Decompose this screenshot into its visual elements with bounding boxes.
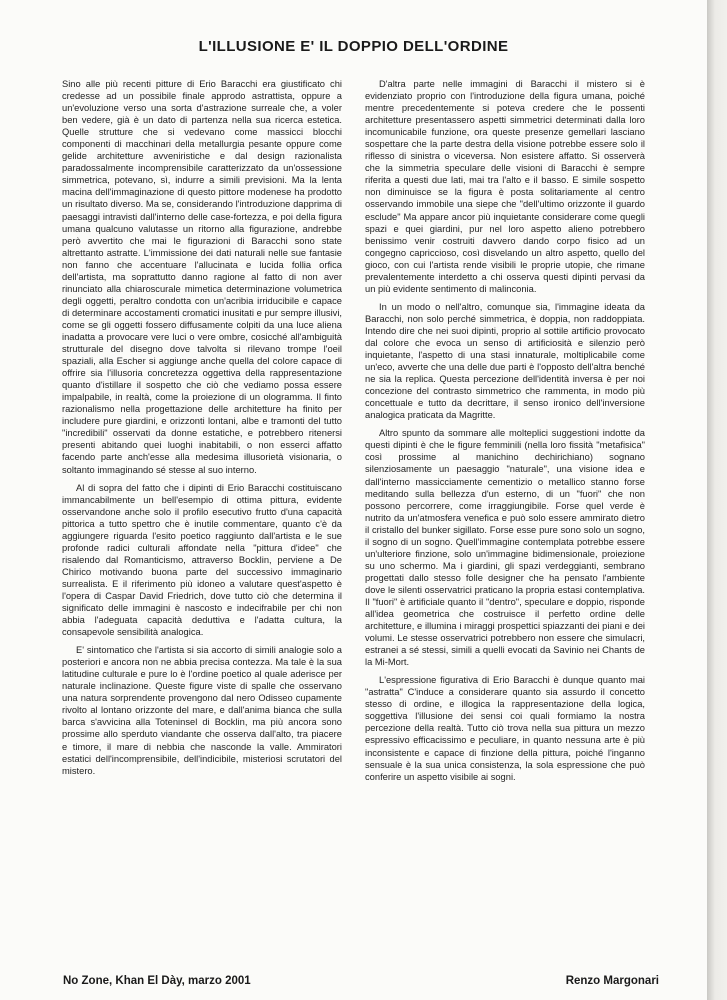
paragraph: E' sintomatico che l'artista si sia accorto di simili analogie solo a posteriori e ancora non ne abbia precisa contezza. Ma tale è la sua latitudine culturale e pure lo è l'ordine poetico al quale aderisce per naturale inclinazione. Queste figure viste di spalle che osservano una natura sorprendente provengono dal nero Odisseo cupamente rivolto al lontano orizzonte del mare, e dall'anima bianca che sulla barca s'avvicina alla Toteninsel di Bocklin, ma più ancora sono prossime allo sperduto viandante che osserva dall'alto, tra piacere e timore, il mare di nebbia che nasconde la valle. Ammiratori estatici dell'incomprensibile, dell'indicibile, misteriosi scrutatori del mistero. <box>62 645 342 776</box>
article-title: L'ILLUSIONE E' IL DOPPIO DELL'ORDINE <box>198 38 509 55</box>
left-column <box>62 78 342 777</box>
right-column <box>365 78 645 783</box>
author-name: Renzo Margonari <box>565 975 659 987</box>
paragraph: In un modo o nell'altro, comunque sia, l'immagine ideata da Baracchi, non solo perché simmetrica, è doppia, non raddoppiata. Intendo dire che nei suoi dipinti, proprio al sottile artificio provocato dal colore che evoca un senso di artificiosità e silenzio però inquietante, l'aspetto di una stasi innaturale, moltiplicabile come un'eco, avverte che una delle due parti è l'opposto dell'altra benché ne sia la replica. Questa percezione dell'identità inversa è per noi concezione del contrasto simmetrico che rammenta, in modo più concettuale e tutto da decrittare, il senso ironico dell'inversione analogica praticata da Magritte. <box>365 301 645 421</box>
paragraph: Sino alle più recenti pitture di Erio Baracchi era giustificato chi credesse ad un possibile finale approdo astrattista, oppure a un'evoluzione verso una sorta d'astrazione surreale che, a voler ben vedere, già è un dato di partenza nella sua ricerca estetica. Quelle strutture che si vedevano come massicci blocchi componenti di macchinari della metallurgia pesante oppure come gelide architetture avveniristiche e dal design razionalista paradossalmente incomprensibile caratterizzato da un'ossessione simmetrica, potevano, sì, indurre a simili previsioni. Ma la lenta macina dell'immaginazione di questo pittore modenese ha prodotto un risultato diverso. Ma se, considerando l'introduzione dapprima di paesaggi intravisti dall'interno delle case-fortezza, e poi della figura umana qualcuno valutasse un ritorno alla figurazione, andrebbe però avvertito che mai le figurazioni di Baracchi sono state altrettanto astratte. L'immissione dei dati naturali nelle sue fantasie non fanno che accentuare l'allucinata e lucida follia orfica dell'artista, ma soprattutto danno ragione al fatto di non aver rinunciato alla chiaroscurale mimetica determinazione volumetrica degli oggetti, peraltro condotta con un'acribia irriducibile e capace di determinare accostamenti cromatici inusitati e pur sempre illusivi, come se gli oggetti fossero diffusamente colpiti da una luce aliena inadatta a provocare vere luci o vere ombre, cosicché all'ambiguità strutturale del disegno dove talvolta si rilevano trompe l'oeil spaziali, alla Escher si aggiunge anche quella del colore capace di offrire sia l'illusoria concretezza oggettiva della rappresentazione quanto d'istillare il sospetto che ciò che vediamo possa essere impalpabile, in realtà, come la proiezione di un ologramma. Il finto razionalismo nella progettazione delle architetture ha finito per includere pure giardini, e orizzonti lontani, albe e tramonti del tutto "incredibili" osservati da donne estatiche, e potrebbero ritenersi presenti abitando quei luoghi inabitabili, o non esserci affatto facendo parte anch'esse alla medesima illusorietà visionaria, o soltanto immaginando sé stesse al suo interno. <box>62 79 342 475</box>
paragraph: D'altra parte nelle immagini di Baracchi il mistero si è evidenziato proprio con l'introduzione della figura umana, poiché mentre precedentemente si poteva credere che le possenti architetture presentassero aspetti simmetrici determinati dalla loro incomunicabile funzione, ora queste presenze gemellari lasciano sospettare che la parte destra della visione potrebbe essere solo il riflesso di sinistra o viceversa. Non esistere affatto. Si osserverà che la simmetria speculare delle visioni di Baracchi è sempre riferita a questi due lati, mai tra l'alto e il basso. E simile sospetto non diminuisce se la figura è posta solitariamente al centro osservando immobile una siepe che "dell'ultimo orizzonte il guardo esclude" Ma appare ancor più inquietante considerare come quegli spazi e quei giardini, pur nel loro aspetto alieno potrebbero benissimo venir costruiti davvero dando corpo fisico ad un congegno capriccioso, così disvelando un altro aspetto, quello del gioco, con cui l'artista rende visibili le proprie utopie, che rimane prevalentemente interdetto a chi osserva questi dipinti pervasi da un più evidente sentimento di malinconia. <box>365 79 645 294</box>
source-citation: No Zone, Khan El Dày, marzo 2001 <box>63 975 251 987</box>
page-edge <box>707 0 727 1000</box>
paragraph: L'espressione figurativa di Erio Baracchi è dunque quanto mai "astratta" C'induce a considerare quanto sia assurdo il concetto stesso di ordine, e illogica la rappresentazione della logica, soggettiva l'illusione dei sensi coi quali formiamo la nostra percezione della realtà. Tutto ciò trova nella sua pittura un mezzo espressivo efficacissimo e peculiare, in quanto nessuna arte è più inconsistente e capace di finzione della pittura, poiché l'inganno sensuale è la sua unica consistenza, la sola espressione che può conferire un aspetto visibile ai sogni. <box>365 675 645 782</box>
paragraph: Altro spunto da sommare alle molteplici suggestioni indotte da questi dipinti è che le figure femminili (nella loro fissità "metafisica" così prossime al manichino dechirichiano) sognano silenziosamente un paesaggio "naturale", una visione idea e dall'interno massicciamente cementizio o metallico stanno forse meditando sulla bellezza d'un esterno, di un "fuori" che non possono percorrere, come irraggiungibile. Forse quel verde è nutrito da un'atmosfera venefica e può solo essere ammirato dietro il cristallo del bunker sigillato. Forse esse pure sono solo un sogno, il sogno di un sogno. Quell'immagine contemplata potrebbe essere un'ulteriore finzione, solo un'immagine bidimensionale, proiezione su uno schermo. Ma i giardini, gli spazi verdeggianti, sembrano progettati dallo stesso folle designer che ha pensato l'ambiente dove le silenti osservatrici praticano la propria estasi contemplativa. Il "fuori" è artificiale quanto il "dentro", speculare e doppio, risponde all'idea geometrica che costruisce il perfetto ordine delle architetture, e illumina i miraggi prospettici spiazzanti dei piani e dei volumi. Le stesse osservatrici potrebbero non essere che simulacri, estranei a sé stessi, simili a quelli evocati da Savinio nei Chants de la Mi-Mort. <box>365 428 645 668</box>
paragraph: Al di sopra del fatto che i dipinti di Erio Baracchi costituiscano immancabilmente un bell'esempio di ottima pittura, evidente osservandone anche solo il profilo esecutivo frutto d'una capacità pittorica a tutto spettro che è inutile commentare, quanto c'è da aggiungere riguarda l'esito poetico raggiunto dall'artista e le sue profonde radici culturali affondate nella "pittura d'idee" che risalendo dal Romanticismo, attraverso Bocklin, perviene a De Chirico motivando buona parte del successivo immaginario surrealista. E il riferimento più idoneo a valutare quest'aspetto è l'opera di Caspar David Friedrich, dove tutto ciò che determina il significato delle immagini è nascosto e indecifrabile per chi non abbia l'adeguata capacità deduttiva e l'adatta cultura, la consapevole sensibilità analogica. <box>62 482 342 638</box>
